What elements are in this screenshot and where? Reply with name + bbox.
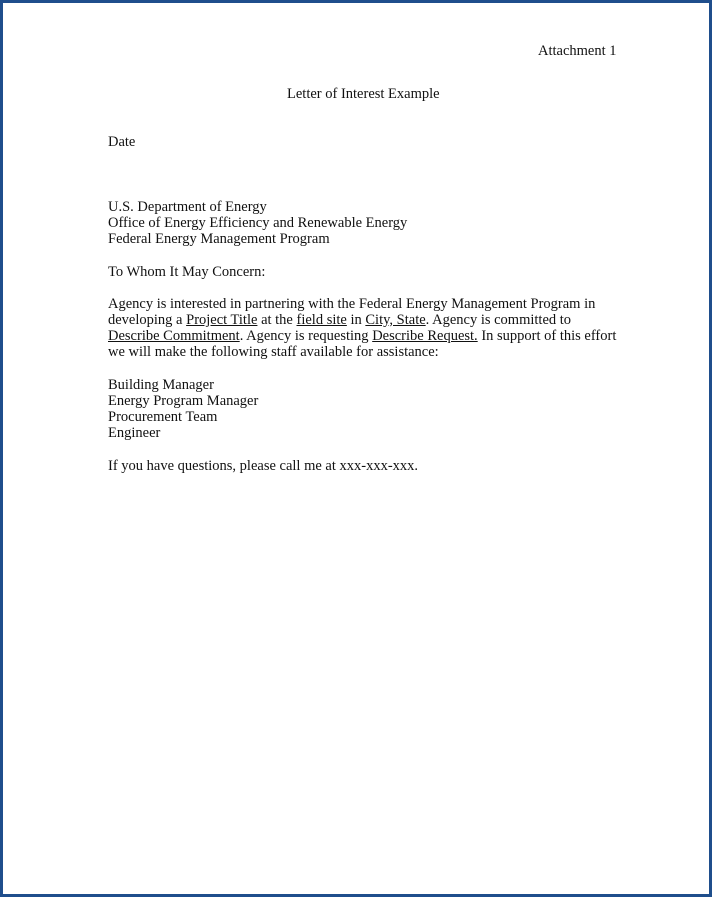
body-text: developing a [108,312,187,328]
staff-item: Engineer [108,425,161,441]
date-field: Date [108,134,136,150]
describe-request-placeholder: Describe Request. [372,328,478,344]
body-text: in [346,312,366,328]
attachment-label: Attachment 1 [538,43,617,59]
recipient-line-3: Federal Energy Management Program [108,231,330,247]
staff-item: Procurement Team [108,409,218,425]
field-site-placeholder: field site [296,312,347,328]
describe-commitment-placeholder: Describe Commitment [108,328,240,344]
staff-item: Building Manager [108,377,214,393]
body-text: . Agency is committed to [425,312,572,328]
body-line-3 [108,328,616,344]
closing-line: If you have questions, please call me at xxx-xxx-xxx. [108,458,419,474]
body-line-4: we will make the following staff available for assistance: [108,344,439,360]
page-title: Letter of Interest Example [287,86,440,102]
staff-item: Energy Program Manager [108,393,259,409]
body-text: at the [257,312,297,328]
body-line-2 [108,312,571,328]
project-title-placeholder: Project Title [186,312,258,328]
city-state-placeholder: City, State [365,312,426,328]
recipient-line-1: U.S. Department of Energy [108,199,267,215]
recipient-line-2: Office of Energy Efficiency and Renewable Energy [108,215,408,231]
body-text: . Agency is requesting [239,328,373,344]
salutation: To Whom It May Concern: [108,264,266,280]
body-line-1: Agency is interested in partnering with the Federal Energy Management Program in [108,296,596,312]
body-text: In support of this effort [477,328,617,344]
